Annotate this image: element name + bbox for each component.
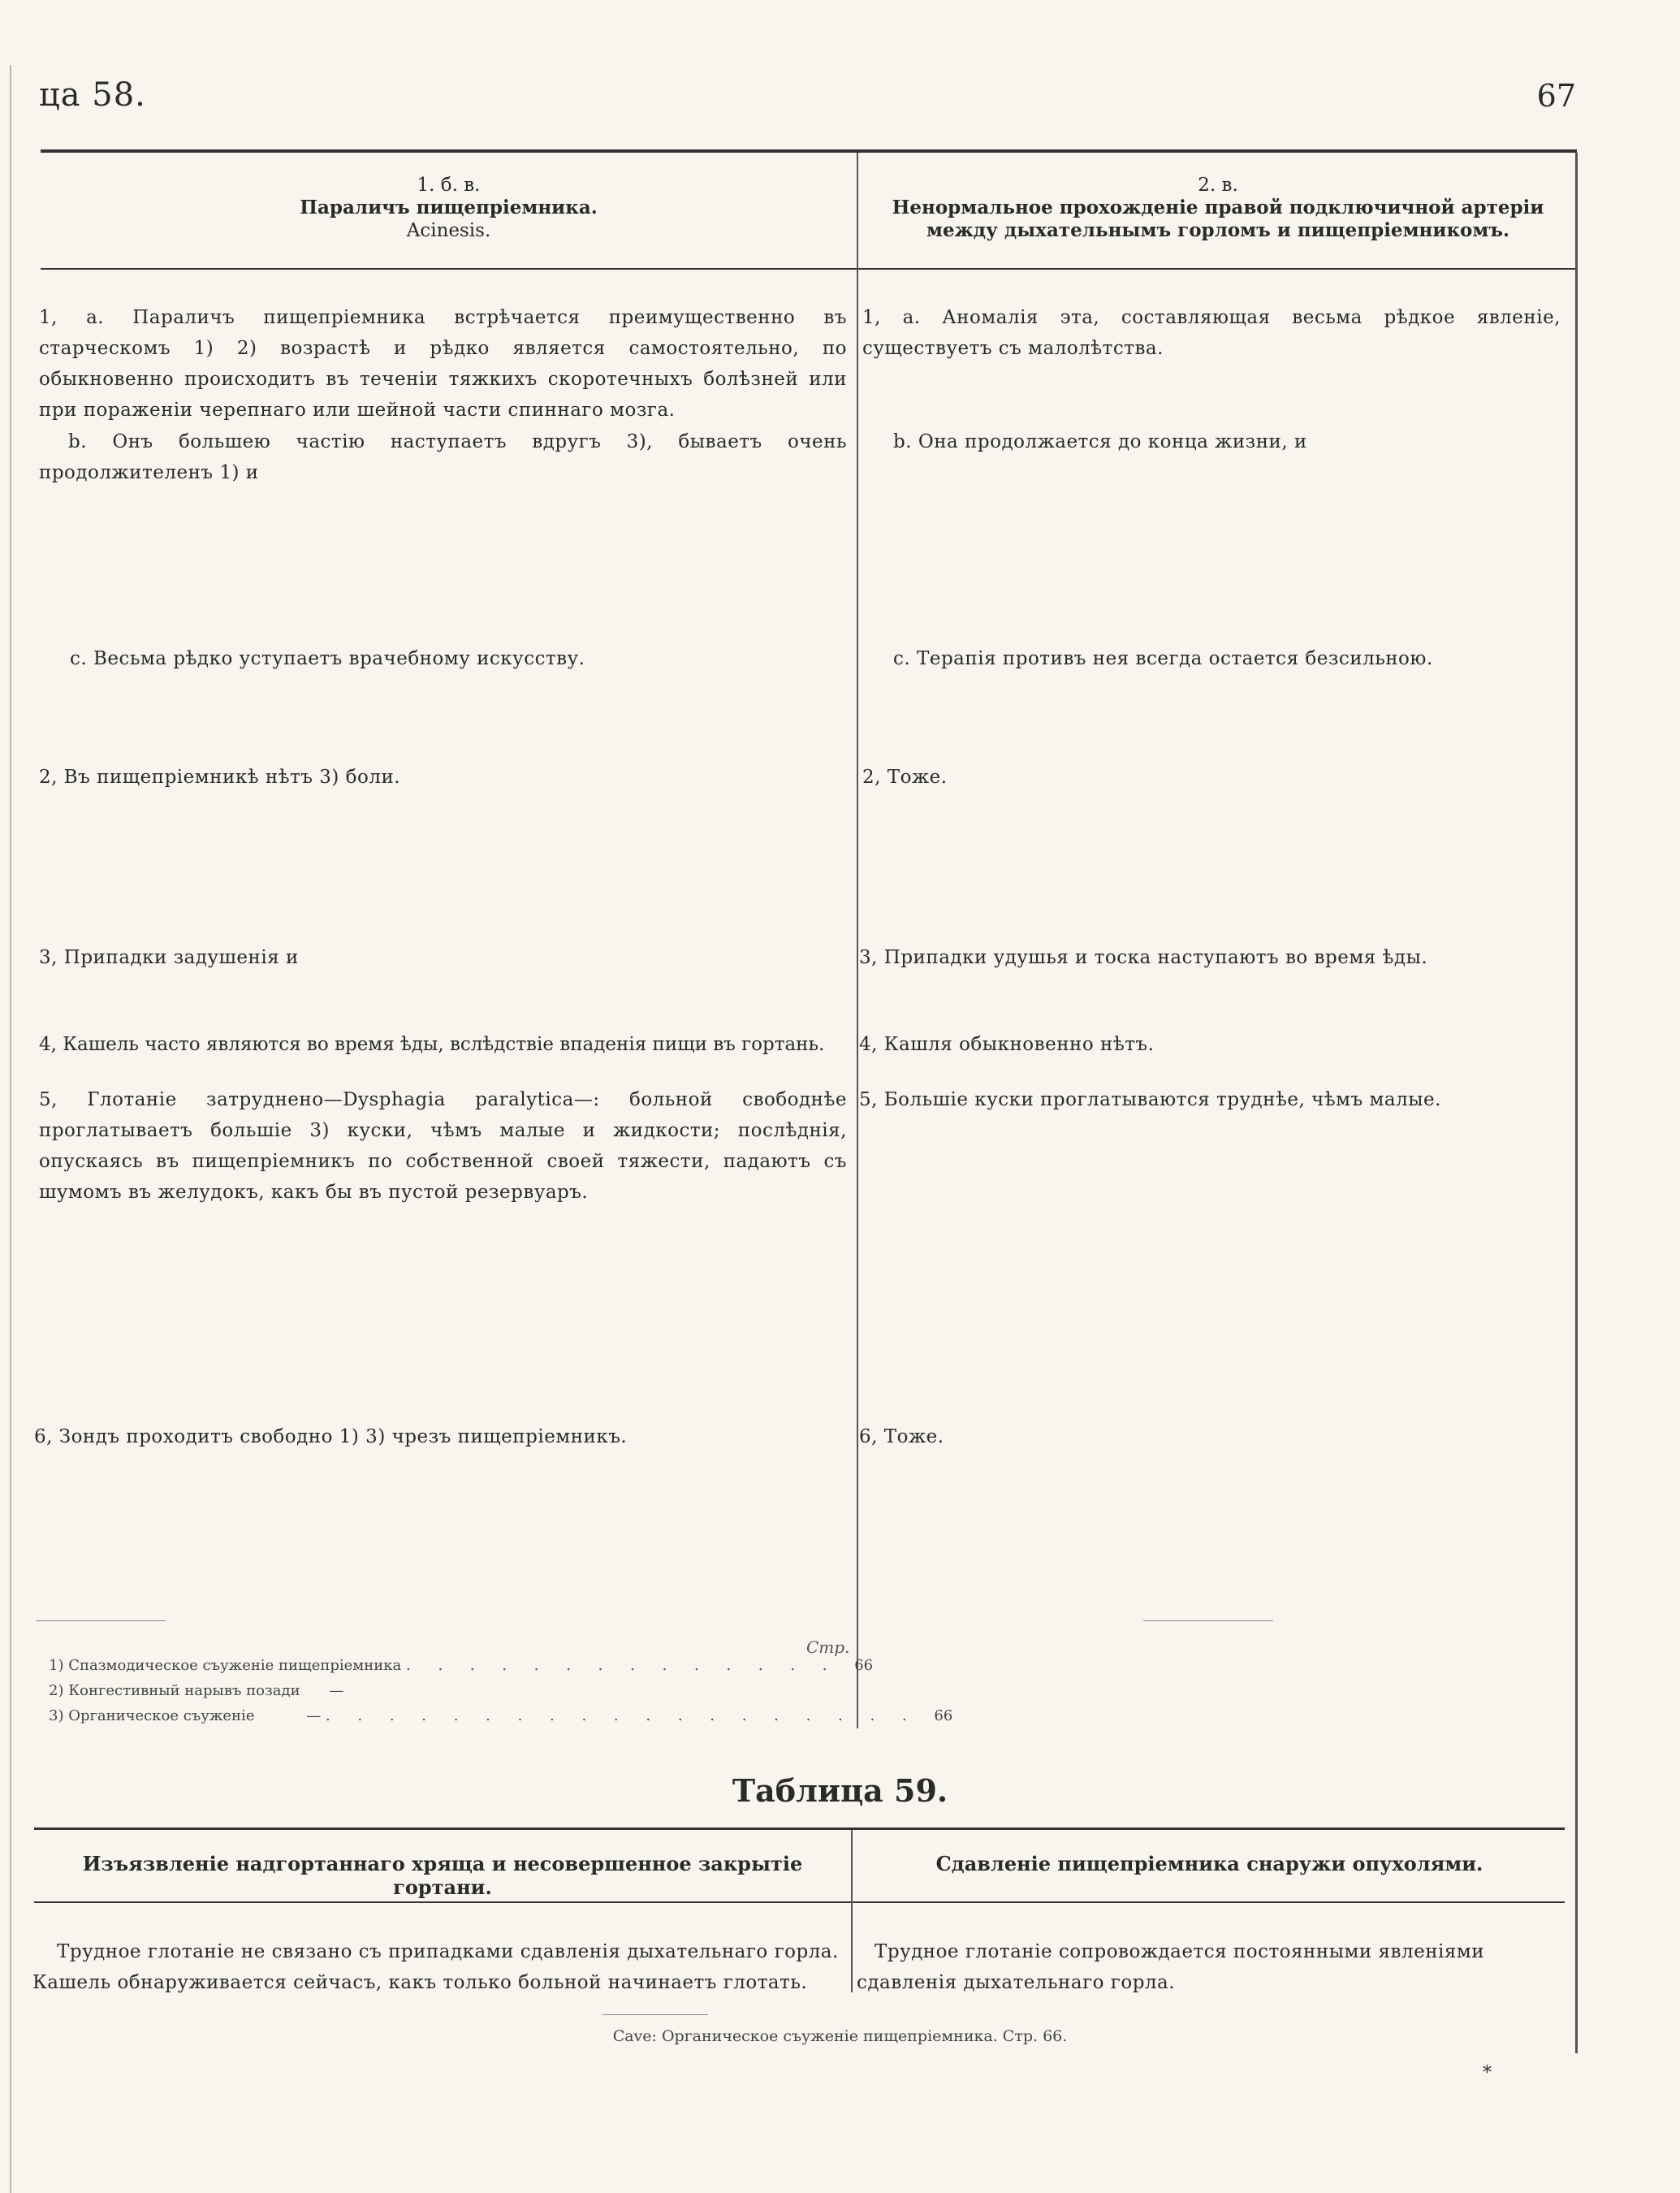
right-entry-3: 3, Припадки удушья и тоска наступаютъ во время ѣды. [859, 947, 1428, 968]
column-number: 1. б. в. [417, 175, 481, 196]
right-entry-1c: с. Терапія противъ нея всегда остается безсильною. [893, 648, 1433, 669]
column-title: Ненормальное прохожденіе правой подключичной артеріи между дыхательнымъ горломъ и пищепріемникомъ. [892, 197, 1544, 241]
table59-title: Таблица 59. [732, 1772, 948, 1809]
caution-rule [602, 2014, 708, 2015]
right-entry-4: 4, Кашля обыкновенно нѣтъ. [859, 1034, 1155, 1055]
page-mark: * [1483, 2063, 1492, 2083]
column-head-artery [865, 174, 1571, 242]
footnote-dash: — [329, 1682, 344, 1699]
left-entry-4: 4, Кашель часто являются во время ѣды, вслѣдствіе впаденія пищи въ гортань. [39, 1034, 825, 1055]
right-entry-6: 6, Тоже. [859, 1426, 944, 1447]
column-head-paralysis [41, 174, 857, 242]
left-entry-1b: b. Онъ большею частію наступаетъ вдругъ 3), бываетъ очень продолжителенъ 1) и [39, 431, 847, 483]
footnote-rule-left [36, 1620, 166, 1621]
table59-head-rule [34, 1901, 1565, 1903]
page-edge [10, 65, 11, 2193]
right-entry-1a: 1, а. Аномалія эта, составляющая весьма рѣдкое явленіе, существуетъ съ малолѣтства. [862, 307, 1561, 359]
footnote-text: 2) Конгестивный нарывъ позади [49, 1682, 300, 1699]
table58-right-border [1575, 153, 1578, 2053]
table58-column-divider [857, 153, 858, 1728]
table59-top-rule [34, 1828, 1565, 1830]
column-number: 2. в. [1198, 175, 1238, 196]
caution-note: Cave: Органическое съуженіе пищепріемника. Стр. 66. [612, 2027, 1068, 2045]
leader-dots: . . . . . . . . . . . . . . . . . . . [325, 1707, 935, 1724]
right-entry-1b: b. Она продолжается до конца жизни, и [893, 431, 1307, 452]
left-entry-1a: 1, а. Параличъ пищепріемника встрѣчается преимущественно въ старческомъ 1) 2) возрастѣ и рѣдко является самостоятельно, по обыкновенно происходитъ въ теченіи тяжкихъ скоротечныхъ болѣзней или при пораженіи черепнаго или шейной части спиннаго мозга. [39, 307, 847, 421]
footnote-2 [49, 1682, 343, 1699]
table59-head-compression: Сдавленіе пищепріемника снаружи опухолями. [935, 1852, 1483, 1875]
footnote-text: 1) Спазмодическое съуженіе пищепріемника [49, 1657, 402, 1674]
table58-top-rule [41, 149, 1577, 153]
table59-head-ulceration: Изъязвленіе надгортаннаго хряща и несовершенное закрытіе гортани. [82, 1852, 803, 1899]
footnote-dash: — [306, 1707, 322, 1724]
left-entry-6: 6, Зондъ проходитъ свободно 1) 3) чрезъ пищепріемникъ. [34, 1426, 628, 1447]
footnote-page: 66 [854, 1657, 874, 1674]
table58-head-rule [41, 268, 1577, 270]
footnote-rule-right [1143, 1620, 1273, 1621]
right-entry-2: 2, Тоже. [862, 767, 948, 788]
left-entry-5: 5, Глотаніе затруднено—Dysphagia paralytica—: больной свободнѣе проглатываетъ большіе 3) куски, чѣмъ малые и жидкости; послѣднія, опускаясь въ пищепріемникъ по собственной своей тяжести, падаютъ съ шумомъ въ желудокъ, какъ бы въ пустой резервуаръ. [39, 1089, 847, 1203]
footnote-page: 66 [934, 1707, 953, 1724]
table59-body-compression: Трудное глотаніе сопровождается постоянными явленіями сдавленія дыхательнаго горла. [857, 1941, 1485, 1993]
footnote-page-header: Стр. [806, 1637, 850, 1657]
column-title: Параличъ пищепріемника. [300, 197, 598, 218]
footnote-1 [49, 1657, 873, 1674]
table59-body-ulceration: Трудное глотаніе не связано съ припадками сдавленія дыхательнаго горла. Кашель обнаруживается сейчасъ, какъ только больной начинаетъ глотать. [32, 1941, 839, 1993]
left-entry-3: 3, Припадки задушенія и [39, 947, 299, 968]
leader-dots: . . . . . . . . . . . . . . [406, 1657, 855, 1674]
right-entry-5: 5, Большіе куски проглатываются труднѣе, чѣмъ малые. [859, 1089, 1441, 1110]
running-header: ца 58. [39, 76, 146, 114]
left-entry-2: 2, Въ пищепріемникѣ нѣтъ 3) боли. [39, 767, 401, 788]
left-entry-1c: с. Весьма рѣдко уступаетъ врачебному искусству. [70, 648, 585, 669]
table59-column-divider [851, 1830, 853, 1992]
page-number: 67 [1536, 78, 1576, 114]
footnote-text: 3) Органическое съуженіе [49, 1707, 255, 1724]
footnote-3 [49, 1707, 952, 1724]
column-latin: Acinesis. [406, 220, 491, 241]
